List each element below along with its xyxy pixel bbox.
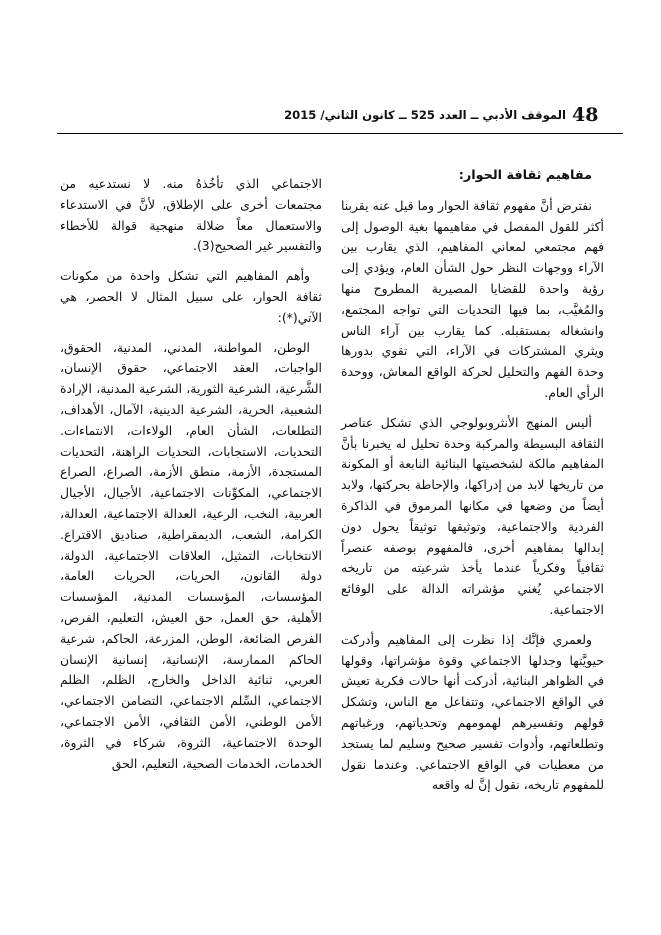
section-title: مفاهيم ثقافة الحوار: bbox=[458, 168, 592, 183]
paragraph-3: ولعمري فإنَّك إذا نظرت إلى المفاهيم وأدركت حيويَّتها وجدلها الاجتماعي وقوة مؤشراتها، وقولها في الظواهر البنائية، أدركت أنها حالات فكرية تعيش في الواقع الاجتماعي، وتتفاعل مع الناس، وتشكل قولهم وتفسيرهم لهمومهم وتحدياتهم، ورغباتهم وتطلعاتهم، وأدوات تفسير صحيح وسليم لما يستجد من معطيات في الواقع الاجتماعي. وعندما نقول للمفهوم تاريخه، نقول إنَّ له واقعه bbox=[341, 631, 604, 793]
concepts-list-paragraph: الوطن، المواطنة، المدني، المدنية، الحقوق، الواجبات، العقد الاجتماعي، حقوق الإنسان، الشَّرعية، الشرعية الثورية، الشرعية المدنية، الإرادة الشعبية، الحرية، الشرعية الدينية، الآمال، الأهداف، التطلعات، الشأن العام، الولاءات، الانتماءات. التحديات، الاستجابات، التحديات الراهنة، التحديات المستجدة، الأزمة، منطق الأزمة، الصراع، الصراع الاجتماعي، المكوِّنات الاجتماعية، الأجيال، الأجيال العربية، النخب، الرعية، العدالة الاجتماعية، العدالة، الكرامة، الشعب، الديمقراطية، صناديق الاقتراع. الانتخابات، التمثيل، العلاقات الاجتماعية، الدولة، دولة القانون، الحريات، الحريات العامة، المؤسسات، المؤسسات المدنية، المؤسسات الأهلية، حق العمل، حق العيش، التعليم، الفرص، الفرص الضائعة، الوطن، المزرعة، الحاكم، شرعية الحاكم الممارسة، الإنسانية، إنسانية الإنسان العربي، ثنائية الداخل والخارج، الظلم، الظلم الاجتماعي، السِّلم الاجتماعي، التضامن الاجتماعي، الأمن الوطني، الأمن الثقافي، الأمن الاجتماعي، الوحدة الاجتماعية، الثروة، شركاء في الثروة، الخدمات، الخدمات الصحية، التعليم، الحق bbox=[60, 339, 322, 771]
paragraph-4: الاجتماعي الذي تأخُذهُ منه. لا نستدعيه من مجتمعات أخرى على الإطلاق، لأنَّ في الاستدعاء والاستعمال معاً ضلالة منهجية قوالة للأخطاء والتفسير غير الصحيح(3). bbox=[60, 176, 322, 254]
paragraph-1: نفترض أنَّ مفهوم ثقافة الحوار وما قيل عنه يقربنا أكثر للقول المفصل في مفاهيمها بغية الوصول إلى فهم مجتمعي لمعاني المفاهيم، الذي يقارب بين الآراء ووجهات النظر حول الشأن العام، ويؤدي إلى رؤية واحدة للقضايا المصيرية المطروح منها والمُغيَّب، بما فيها التحديات التي تواجه المجتمع، وانشغاله بمستقبله. كما يقارب بين آراء الناس ويثري المشتركات في الآراء، التي تقوي بدورها وحدة الفهم والتحليل لحركة الواقع المعاش، ووحدة الرأي العام. bbox=[341, 197, 604, 400]
header-rule bbox=[57, 133, 623, 134]
paragraph-2: أليس المنهج الأنثروبولوجي الذي تشكل عناصر الثقافة البسيطة والمركبة وحدة تحليل له يخبرنا بأنَّ المفاهيم مالكة لشخصيتها البنائية النابعة أو المكونة من تاريخها لابد من إدراكها، والإحاطة بحركتها، ولابد أيضاً من وضعها في مكانها المرموق في الذاكرة الفردية والاجتماعية، وتوثيقها توثيقاً يحول دون إبدالها بمفاهيم أخرى، فالمفهوم بوصفه عنصراً ثقافياً وفكرياً عندما يأخذ شرعيته من تاريخه الاجتماعي يُغني مؤشراته الدالة على الوقائع الاجتماعية. bbox=[341, 414, 604, 617]
paragraph-5: وأهم المفاهيم التي تشكل واحدة من مكونات ثقافة الحوار، على سبيل المثال لا الحصر، هي الآتي(*): bbox=[60, 268, 322, 325]
left-column bbox=[60, 174, 322, 783]
page-number: 48 bbox=[572, 104, 599, 126]
right-column bbox=[341, 166, 604, 805]
running-head: الموقف الأدبي ــ العدد 525 ــ كانون الثاني/ 2015 bbox=[284, 108, 566, 122]
